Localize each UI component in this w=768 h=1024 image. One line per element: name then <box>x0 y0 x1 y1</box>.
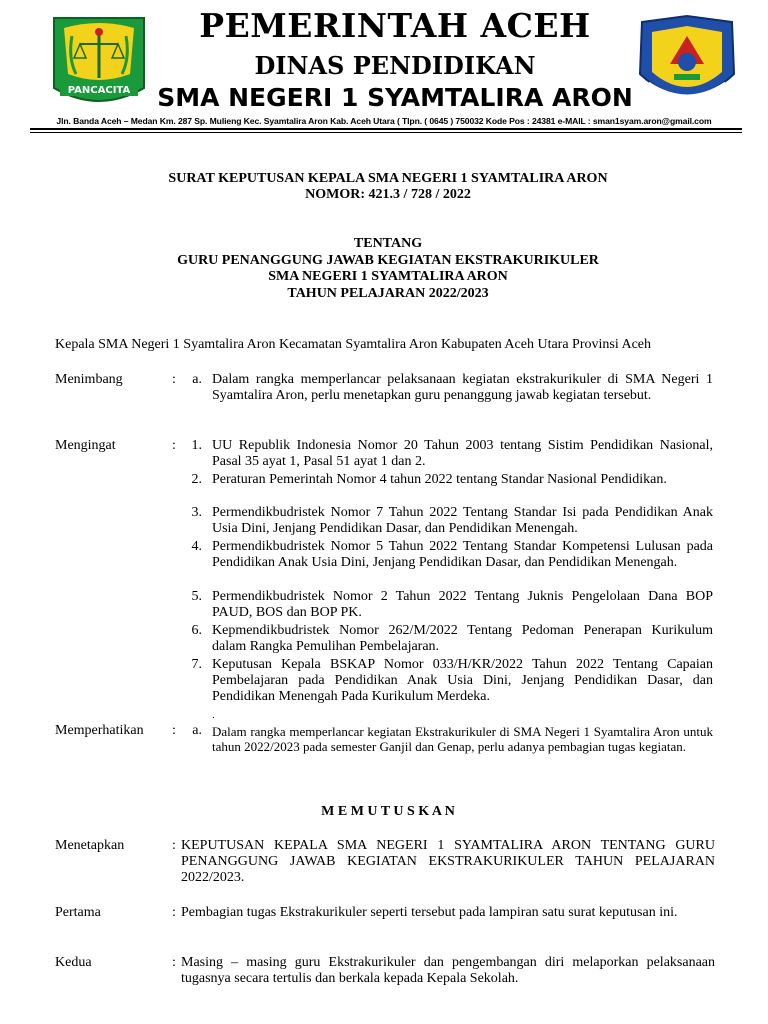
letterhead-divider <box>30 128 742 130</box>
aceh-province-emblem-icon <box>50 14 148 114</box>
menimbang-label: Menimbang <box>55 372 123 387</box>
menetapkan-label: Menetapkan <box>55 838 125 853</box>
mengingat-item-number: 7. <box>191 657 202 672</box>
menimbang-text: Dalam rangka memperlancar pelaksanaan kegiatan ekstrakurikuler di SMA Negeri 1 Syamtalira Aron, perlu menetapkan guru penanggung jawab kegiatan tersebut. <box>212 372 713 403</box>
menimbang-colon: : <box>172 372 176 387</box>
decree-subject-line2: SMA NEGERI 1 SYAMTALIRA ARON <box>268 269 508 284</box>
decree-subject-line1: GURU PENANGGUNG JAWAB KEGIATAN EKSTRAKURIKULER <box>177 253 599 268</box>
letterhead-school: SMA NEGERI 1 SYAMTALIRA ARON <box>157 83 633 112</box>
mengingat-item: Peraturan Pemerintah Nomor 4 tahun 2022 tentang Standar Nasional Pendidikan. <box>212 472 667 487</box>
menetapkan-text: KEPUTUSAN KEPALA SMA NEGERI 1 SYAMTALIRA ARON TENTANG GURU PENANGGUNG JAWAB KEGIATAN EKSTRAKURIKULER TAHUN PELAJARAN 2022/2023. <box>181 838 715 885</box>
kedua-label: Kedua <box>55 955 92 970</box>
letterhead <box>0 0 768 132</box>
letterhead-government: PEMERINTAH ACEH <box>199 6 591 45</box>
decree-number: NOMOR: 421.3 / 728 / 2022 <box>305 187 471 202</box>
decree-intro: Kepala SMA Negeri 1 Syamtalira Aron Kecamatan Syamtalira Aron Kabupaten Aceh Utara Provinsi Aceh <box>55 337 651 352</box>
pertama-colon: : <box>172 905 176 920</box>
mengingat-item-number: 5. <box>191 589 202 604</box>
decree-subject-line3: TAHUN PELAJARAN 2022/2023 <box>287 286 489 301</box>
letterhead-address: Jln. Banda Aceh – Medan Km. 287 Sp. Mulieng Kec. Syamtalira Aron Kab. Aceh Utara ( Tlpn. ( 0645 ) 750032 Kode Pos : 24381 e-MAIL : sman1syam.aron@gmail.com <box>56 116 712 126</box>
memperhatikan-colon: : <box>172 723 176 738</box>
letterhead-divider-thin <box>30 132 742 133</box>
mengingat-item-number: 2. <box>191 472 202 487</box>
mengingat-colon: : <box>172 438 176 453</box>
mengingat-item-number: 6. <box>191 623 202 638</box>
mengingat-item: Keputusan Kepala BSKAP Nomor 033/H/KR/2022 Tahun 2022 Tentang Capaian Pembelajaran pada Pendidikan Anak Usia Dini, Jenjang Pendidikan Dasar, dan Pendidikan Menengah Pada Kurikulum Merdeka. <box>212 657 713 704</box>
mengingat-label: Mengingat <box>55 438 116 453</box>
mengingat-item-number: 1. <box>191 438 202 453</box>
memperhatikan-label: Memperhatikan <box>55 723 144 738</box>
mengingat-item: Permendikbudristek Nomor 2 Tahun 2022 Tentang Juknis Pengelolaan Dana BOP PAUD, BOS dan BOP PK. <box>212 589 713 620</box>
memperhatikan-text: Dalam rangka memperlancar kegiatan Ekstrakurikuler di SMA Negeri 1 Syamtalira Aron untuk tahun 2022/2023 pada semester Ganjil dan Genap, perlu adanya pembagian tugas kegiatan. <box>212 724 713 754</box>
mengingat-item: Permendikbudristek Nomor 7 Tahun 2022 Tentang Standar Isi pada Pendidikan Anak Usia Dini, Jenjang Pendidikan Dasar, dan Pendidikan Menengah. <box>212 505 713 536</box>
decree-title: SURAT KEPUTUSAN KEPALA SMA NEGERI 1 SYAMTALIRA ARON <box>168 171 608 186</box>
svg-text:PANCACITA: PANCACITA <box>67 85 131 96</box>
kedua-colon: : <box>172 955 176 970</box>
menetapkan-colon: : <box>172 838 176 853</box>
letterhead-agency: DINAS PENDIDIKAN <box>254 51 536 80</box>
decree-about: TENTANG <box>353 236 423 251</box>
school-emblem-icon <box>634 14 740 114</box>
kedua-text: Masing – masing guru Ekstrakurikuler dan pengembangan diri melaporkan pelaksanaan tugasnya secara tertulis dan berkala kepada Kepala Sekolah. <box>181 955 715 986</box>
pertama-label: Pertama <box>55 905 101 920</box>
memperhatikan-marker: a. <box>192 723 202 738</box>
decision-heading: M E M U T U S K A N <box>321 804 455 819</box>
mengingat-trailing-dot: . <box>212 709 215 721</box>
mengingat-item-number: 3. <box>191 505 202 520</box>
pertama-text: Pembagian tugas Ekstrakurikuler seperti tersebut pada lampiran satu surat keputusan ini. <box>181 905 678 920</box>
mengingat-item: Kepmendikbudristek Nomor 262/M/2022 Tentang Pedoman Penerapan Kurikulum dalam Rangka Pemulihan Pembelajaran. <box>212 623 713 654</box>
mengingat-item: Permendikbudristek Nomor 5 Tahun 2022 Tentang Standar Kompetensi Lulusan pada Pendidikan Anak Usia Dini, Jenjang Pendidikan Dasar, dan Pendidikan Menengah. <box>212 539 713 570</box>
menimbang-marker: a. <box>192 372 202 387</box>
mengingat-item: UU Republik Indonesia Nomor 20 Tahun 2003 tentang Sistim Pendidikan Nasional, Pasal 35 ayat 1, Pasal 51 ayat 1 dan 2. <box>212 438 713 469</box>
mengingat-item-number: 4. <box>191 539 202 554</box>
